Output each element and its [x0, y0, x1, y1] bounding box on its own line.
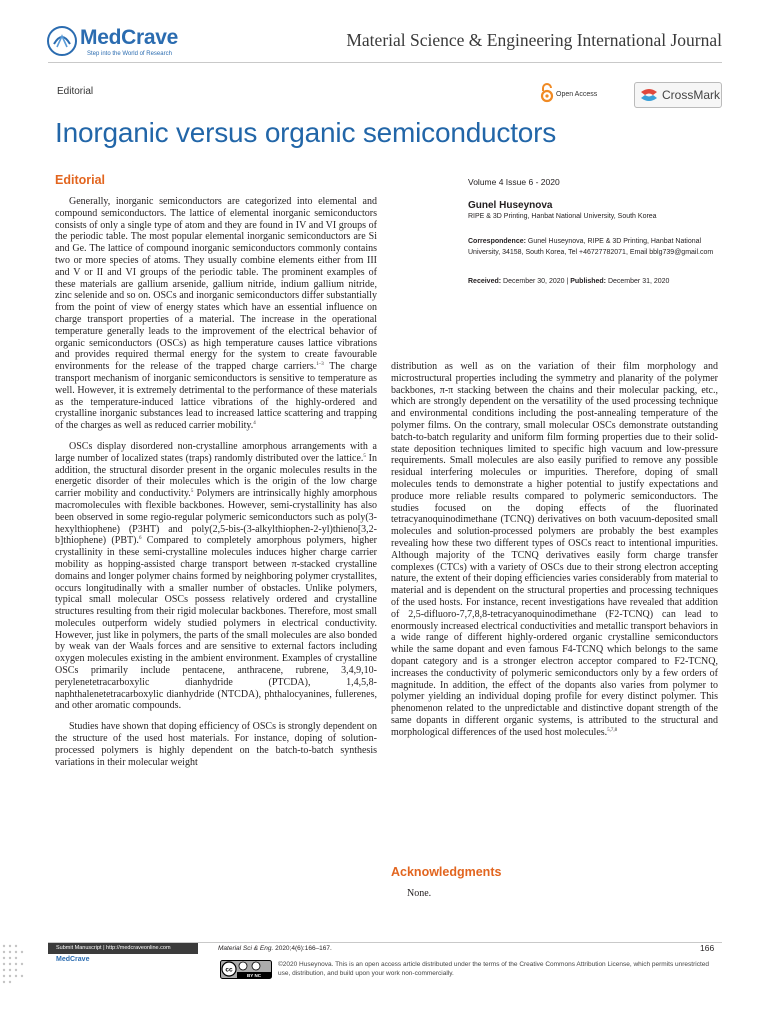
- dot-pattern-decoration: [0, 940, 50, 990]
- published-label: Published:: [570, 278, 607, 285]
- citation-ref[interactable]: 5: [190, 489, 194, 495]
- article-dates: Received: December 30, 2020 | Published: December 31, 2020: [468, 278, 670, 285]
- citation-ref[interactable]: 6: [138, 536, 142, 542]
- article-title: Inorganic versus organic semiconductors: [55, 117, 557, 148]
- paragraph-text: Generally, inorganic semiconductors are categorized into elemental and compound semiconductors. The lattice of elemental inorganic semiconductors consists of only a single type of atom and they are found in IV and VI groups of the periodic table. The most popular elemental inorganic semiconductors are Si and Ge. The lattice of compound inorganic semiconductors commonly contains two or more species of atoms. They usually combine elements either from III and V or II and VI groups of the periodic table. The prominent examples of these materials are gallium arsenide, gallium nitride, indium gallium nitride, zinc selenide and so on. OSCs and inorganic semiconductors differ substantially from the point of view of energy states which have an essential influence on charge transport properties of a material. The increase in the operational temperature generally leads to the improvement of the electrical behavior of organic semiconductors (OSCs) as high temperature causes lattice vibrations and provides required thermal energy for the system to create favourable environments for the release of the trapped charge carriers.: [55, 196, 377, 373]
- license-text: ©2020 Huseynova. This is an open access article distributed under the terms of the Creative Commons Attribution License, which permits unrestricted use, distribution, and build upon your work non-commercially.: [278, 961, 709, 977]
- citation-ref[interactable]: 4: [253, 421, 256, 427]
- paragraph: [55, 441, 377, 712]
- body-column-right: [391, 361, 718, 748]
- journal-title: Material Science & Engineering International Journal: [346, 30, 722, 50]
- author-affiliation: RIPE & 3D Printing, Hanbat National University, South Korea: [468, 213, 657, 220]
- paragraph: [391, 361, 718, 739]
- paragraph-text: In addition, the structural disorder present in the organic molecules results in the energetic disorder of their molecules which is the origin of the low charge carrier mobility and conductivity.: [55, 452, 377, 500]
- correspondence-text: Gunel Huseynova, RIPE & 3D Printing, Hanbat National University, 34158, South Korea, Tel +46727782071, Email bblg739@gmail.com: [468, 238, 714, 256]
- citation-ref[interactable]: 5: [363, 453, 366, 459]
- paragraph: [55, 196, 377, 432]
- section-heading-acknowledgments: Acknowledgments: [391, 865, 502, 879]
- paragraph-text: The charge transport mechanism of inorganic semiconductors is sensitive to temperature as well. However, it is extremely detrimental to the performance of these materials as the temperature-induced lattice vibrations of the highly-ordered and crystalline inorganic substances lead to increased lattice scattering and trapping of the charges as well as reduced carrier mobility.: [55, 361, 377, 432]
- correspondence-label: Correspondence:: [468, 238, 526, 245]
- correspondence: [468, 237, 718, 258]
- received-label: Received:: [468, 278, 502, 285]
- paragraph: [55, 721, 377, 768]
- citation-journal: Material Sci & Eng.: [218, 945, 274, 952]
- logo-name: MedCrave: [80, 26, 178, 49]
- paragraph-text: Studies have shown that doping efficiency of OSCs is strongly dependent on the structure of the used host materials. For instance, doping of solution-processed polymers is highly dependent on the batch-to-batch synthesis variations in their molecular weight: [55, 721, 377, 768]
- creative-commons-icon[interactable]: [220, 960, 272, 979]
- published-date: December 31, 2020: [607, 278, 670, 285]
- submit-manuscript-link[interactable]: Submit Manuscript | http://medcraveonline.com: [56, 945, 171, 951]
- article-type-label: Editorial: [57, 86, 94, 97]
- received-date: December 30, 2020: [503, 278, 565, 285]
- volume-issue: Volume 4 Issue 6 - 2020: [468, 177, 560, 187]
- citation: [218, 945, 332, 952]
- paragraph-text: Polymers are intrinsically highly amorphous macromolecules with flexible backbones. However, semi-crystallinity has also been observed in some regio-regular polymeric semiconductors such as poly(3-hexylthiophene) (P3HT) and poly(2,5-bis-(3-alkylthiophen-2-yl)thieno[3,2-b]thiophene) (PBT).: [55, 488, 377, 547]
- page-number: 166: [700, 943, 715, 953]
- author-name: Gunel Huseynova: [468, 200, 553, 211]
- cc-label: BY NC: [247, 973, 261, 978]
- citation-ref[interactable]: 1–3: [316, 362, 324, 368]
- crossmark-label: CrossMark: [662, 88, 721, 102]
- acknowledgments-text: None.: [407, 888, 432, 899]
- citation-details: 2020;4(6):166‒167.: [273, 945, 332, 952]
- svg-text:cc: cc: [225, 966, 233, 974]
- crossmark-icon: [639, 86, 659, 104]
- paragraph-text: OSCs display disordered non-crystalline amorphous arrangements with a large number of localized states (traps) randomly distributed over the lattice.: [55, 440, 377, 464]
- section-heading-editorial: Editorial: [55, 173, 106, 187]
- open-access-label: Open Access: [556, 91, 598, 98]
- paragraph-text: Compared to completely amorphous polymers, higher crystallinity in these semi-crystalline molecules induces higher charge carrier mobility as hopping-assisted charge transport between π-stacked crystalline domains and longer polymer chains formed by neighboring polymer crystallites, occurs longitudinally with a smaller number of obstacles. Unlike polymers, typical small molecular OSCs possess relatively ordered and crystalline structures resulting from their rigid molecular backbones. Therefore, most small molecules outperform widely studied polymers in electrical conductivity. However, just like in polymers, the parts of the small molecules are also bonded by weak van der Waals forces and are sensitive to external factors including oxygen molecules existing in the ambient environment. Examples of crystalline OSCs primarily include pentacene, anthracene, rubrene, 3,4,9,10-perylenetetracarboxylic dianhydride (PTCDA), 1,4,5,8-naphthalenetetracarboxylic dianhydride (NTCDA), phthalocyanines, fullerenes, and other aromatic compounds.: [55, 535, 377, 712]
- logo-tagline: Step into the World of Research: [87, 51, 172, 57]
- citation-ref[interactable]: 5,7,8: [607, 727, 618, 733]
- header-divider: [48, 62, 722, 63]
- body-column-left: [55, 196, 377, 777]
- paragraph-text: distribution as well as on the variation of their film morphology and microstructural properties including the symmetry and planarity of the polymer backbones, π-π stacking between the chains and their molecular packing, etc., which are strongly dependent on the versatility of the used processing technique and environmental conditions including the post-annealing temperature of the polymer films. On the contrary, small molecular OSCs demonstrate outstanding batch-to-batch regularity and uniform film forming properties due to their solid-state deposition techniques limited to specific high vacuum and low-pressure requirements. Small molecules are also easily purified to remove any possible residual interfering molecules or impurities. Therefore, doping of small molecules tends to demonstrate a higher potential to justify expectations and produce more reliable results compared to polymeric semiconductors. The studies focused on the doping effects of the fluorinated tetracyanoquinodimethane (TCNQ) derivatives on both vacuum-deposited small molecules and solution-processed polymers are probably the best examples revealing how these two different types of OSCs react to intentional impurities. Although majority of the TCNQ derivatives easily form charge transfer complexes (CTCs) with a variety of OSCs due to their strong electron accepting nature, the extent of their doping efficiencies varies considerably from material to material and is dependent on the structural properties and processing techniques of the used hosts. For instance, recent investigations have revealed that addition of 2,5-difluoro-7,7,8,8-tetracyanoquinodimethane (F2-TCNQ) can lead to enormously increased electrical conductivities and metallic transport behaviors in a wide range of different highly-ordered organic crystalline semiconductors while the same dopant and even famous F4-TCNQ which belongs to the same dopant category and is a stronger electron acceptor compared to F2-TCNQ, increases the conductivity of polymeric semiconductors only by a few orders of magnitude. In addition, the effect of the dopants also varies from polymer to polymer yielding an individual doping profile for every distinct polymer. This phenomenon related to the unpredictable and distinctive dopant strength of the same dopants in different organic systems, is attributed to the structural and morphological differences of the used host molecules.: [391, 361, 718, 738]
- footer-logo: MedCrave: [56, 956, 90, 963]
- open-access-icon: [540, 83, 554, 103]
